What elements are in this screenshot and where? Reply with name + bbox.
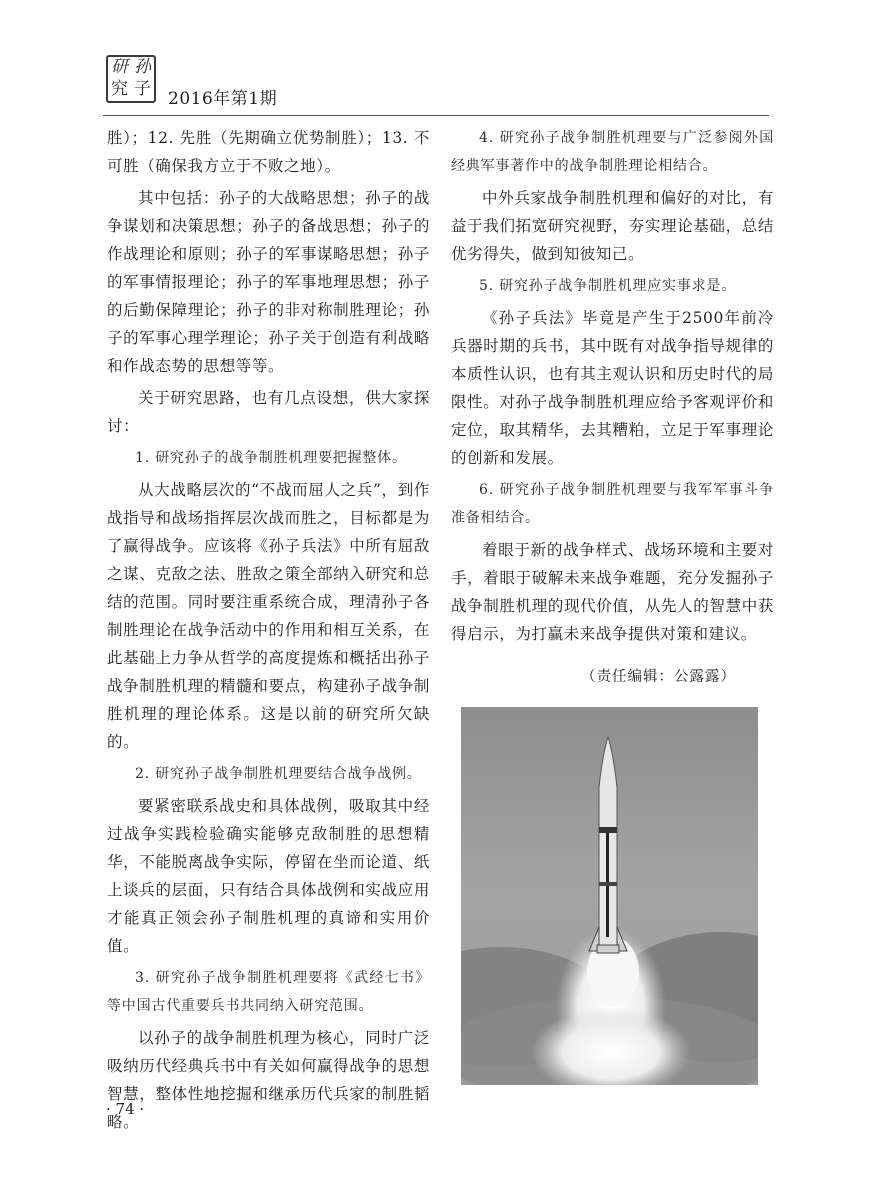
logo-char: 子 bbox=[134, 79, 151, 99]
paragraph: 中外兵家战争制胜机理和偏好的对比，有益于我们拓宽研究视野，夯实理论基础，总结优劣得失，做到知彼知己。 bbox=[451, 189, 774, 263]
issue-label: 2016年第1期 bbox=[168, 89, 278, 109]
logo-char: 孙 bbox=[134, 57, 151, 77]
paragraph: 着眼于新的战争样式、战场环境和主要对手，着眼于破解未来战争难题，充分发掘孙子战争制胜机理的现代价值，从先人的智慧中获得启示，为打赢未来战争提供对策和建议。 bbox=[451, 541, 774, 643]
logo-char: 研 bbox=[111, 57, 128, 77]
header-rule bbox=[103, 115, 769, 116]
paragraph: 其中包括：孙子的大战略思想；孙子的战争谋划和决策思想；孙子的备战思想；孙子的作战理论和原则；孙子的军事谋略思想；孙子的军事情报理论；孙子的军事地理思想；孙子的后勤保障理论；孙子的非对称制胜理论；孙子的军事心理学理论；孙子关于创造有利战略和作战态势的思想等等。 bbox=[107, 189, 430, 375]
paragraph: 《孙子兵法》毕竟是产生于2500年前冷兵器时期的兵书，其中既有对战争指导规律的本质性认识，也有其主观认识和历史时代的局限性。对孙子战争制胜机理应给予客观评价和定位，取其精华，去其糟粕，立足于军事理论的创新和发展。 bbox=[451, 309, 774, 467]
paragraph: 关于研究思路，也有几点设想，供大家探讨： bbox=[107, 389, 430, 435]
paragraph: 要紧密联系战史和具体战例，吸取其中经过战争实践检验确实能够克敌制胜的思想精华，不能脱离战争实际，停留在坐而论道、纸上谈兵的层面，只有结合具体战例和实战应用才能真正领会孙子制胜机理的真谛和实用价值。 bbox=[107, 797, 430, 955]
subheading: 5. 研究孙子战争制胜机理应实事求是。 bbox=[479, 278, 737, 294]
missile-illustration bbox=[461, 707, 758, 1085]
paragraph: 胜）；12. 先胜（先期确立优势制胜）；13. 不可胜（确保我方立于不败之地）。 bbox=[107, 129, 430, 175]
paragraph: 从大战略层次的“不战而屈人之兵”，到作战指导和战场指挥层次战而胜之，目标都是为了赢得战争。应该将《孙子兵法》中所有屈敌之谋、克敌之法、胜敌之策全部纳入研究和总结的范围。同时要注重系统合成，理清孙子各制胜理论在战争活动中的作用和相互关系，在此基础上力争从哲学的高度提炼和概括出孙子战争制胜机理的精髓和要点，构建孙子战争制胜机理的理论体系。这是以前的研究所欠缺的。 bbox=[107, 481, 430, 751]
subheading: 4. 研究孙子战争制胜机理要与广泛参阅外国经典军事著作中的战争制胜理论相结合。 bbox=[451, 130, 774, 174]
right-column bbox=[451, 124, 774, 652]
paragraph: 以孙子的战争制胜机理为核心，同时广泛吸纳历代经典兵书中有关如何赢得战争的思想智慧，整体性地挖掘和继承历代兵家的制胜韬略。 bbox=[107, 1029, 430, 1131]
subheading: 6. 研究孙子战争制胜机理要与我军军事斗争准备相结合。 bbox=[451, 482, 774, 526]
subheading: 2. 研究孙子战争制胜机理要结合战争战例。 bbox=[135, 766, 422, 782]
subheading: 3. 研究孙子战争制胜机理要将《武经七书》等中国古代重要兵书共同纳入研究范围。 bbox=[107, 970, 430, 1014]
journal-logo bbox=[106, 55, 156, 103]
subheading: 1. 研究孙子的战争制胜机理要把握整体。 bbox=[135, 450, 407, 466]
logo-char: 究 bbox=[111, 79, 128, 99]
editor-note: （责任编辑：公露露） bbox=[581, 669, 736, 685]
missile-launch-photo bbox=[461, 707, 758, 1085]
left-column bbox=[107, 124, 430, 1140]
page-number: · 74 · bbox=[106, 1100, 145, 1118]
